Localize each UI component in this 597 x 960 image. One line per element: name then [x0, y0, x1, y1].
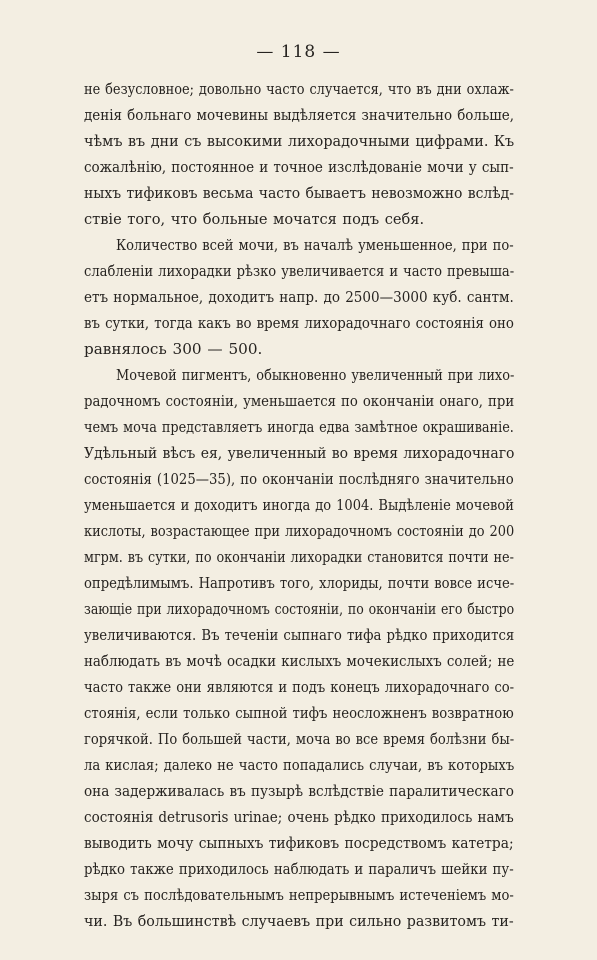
text-line: зыря съ послѣдовательнымъ непрерывнымъ истеченіемъ мо- — [84, 886, 514, 904]
text-line: кислоты, возрастающее при лихорадочномъ состояніи до 200 — [84, 522, 515, 540]
text-line: ла кислая; далеко не часто попадались случаи, въ которыхъ — [84, 756, 515, 774]
text-line: состоянія (1025—35), по окончаніи послѣдняго значительно — [84, 470, 514, 488]
text-line: етъ нормальное, доходитъ напр. до 2500—3000 куб. сантм. — [84, 288, 514, 306]
text-line: увеличиваются. Въ теченіи сыпнаго тифа рѣдко приходится — [84, 626, 515, 644]
text-line: чи. Въ большинствѣ случаевъ при сильно развитомъ ти- — [84, 912, 514, 930]
text-line: чемъ моча представляетъ иногда едва замѣтное окрашиваніе. — [84, 418, 514, 436]
text-line: не безусловное; довольно часто случается, что въ дни охлаж- — [84, 80, 514, 98]
text-line: стоянія, если только сыпной тифъ неосложненъ возвратною — [84, 704, 514, 722]
text-line: равнялось 300 — 500. — [84, 340, 263, 358]
text-line: выводить мочу сыпныхъ тификовъ посредствомъ катетра; — [84, 834, 514, 852]
text-line: она задерживалась въ пузырѣ вслѣдствіе паралитическаго — [84, 782, 514, 800]
text-line: Удѣльный вѣсъ ея, увеличенный во время лихорадочнаго — [84, 444, 515, 462]
text-line: наблюдать въ мочѣ осадки кислыхъ мочекислыхъ солей; не — [84, 652, 515, 670]
text-line: часто также они являются и подъ конецъ лихорадочнаго со- — [84, 678, 515, 696]
text-line: опредѣлимымъ. Напротивъ того, хлориды, почти вовсе исче- — [84, 574, 515, 592]
text-line: сожалѣнію, постоянное и точное изслѣдованіе мочи у сып- — [84, 158, 514, 176]
text-line: въ сутки, тогда какъ во время лихорадочнаго состоянія оно — [84, 314, 514, 332]
text-line: ствіе того, что больные мочатся подъ себя. — [84, 210, 425, 228]
text-line: уменьшается и доходитъ иногда до 1004. Выдѣленіе мочевой — [84, 496, 514, 514]
text-line: Количество всей мочи, въ началѣ уменьшенное, при по- — [116, 236, 514, 254]
text-line: состоянія detrusoris urinae; очень рѣдко приходилось намъ — [84, 808, 514, 826]
text-line: горячкой. По большей части, моча во все время болѣзни бы- — [84, 730, 515, 748]
text-line: мгрм. въ сутки, по окончаніи лихорадки становится почти не- — [84, 548, 514, 566]
text-line: Мочевой пигментъ, обыкновенно увеличенный при лихо- — [116, 366, 515, 384]
text-line: рѣдко также приходилось наблюдать и параличъ шейки пу- — [84, 860, 514, 878]
page-number: — 118 — — [256, 42, 341, 62]
text-line: чѣмъ въ дни съ высокими лихорадочными цифрами. Къ — [84, 132, 515, 150]
text-line: радочномъ состояніи, уменьшается по окончаніи онаго, при — [84, 392, 515, 410]
text-line: денія больнаго мочевины выдѣляется значительно больше, — [84, 106, 515, 124]
text-line: ныхъ тификовъ весьма часто бываетъ невозможно вслѣд- — [84, 184, 514, 202]
text-line: зающіе при лихорадочномъ состояніи, по окончаніи его быстро — [84, 600, 515, 618]
text-line: слабленіи лихорадки рѣзко увеличивается и часто превыша- — [84, 262, 515, 280]
